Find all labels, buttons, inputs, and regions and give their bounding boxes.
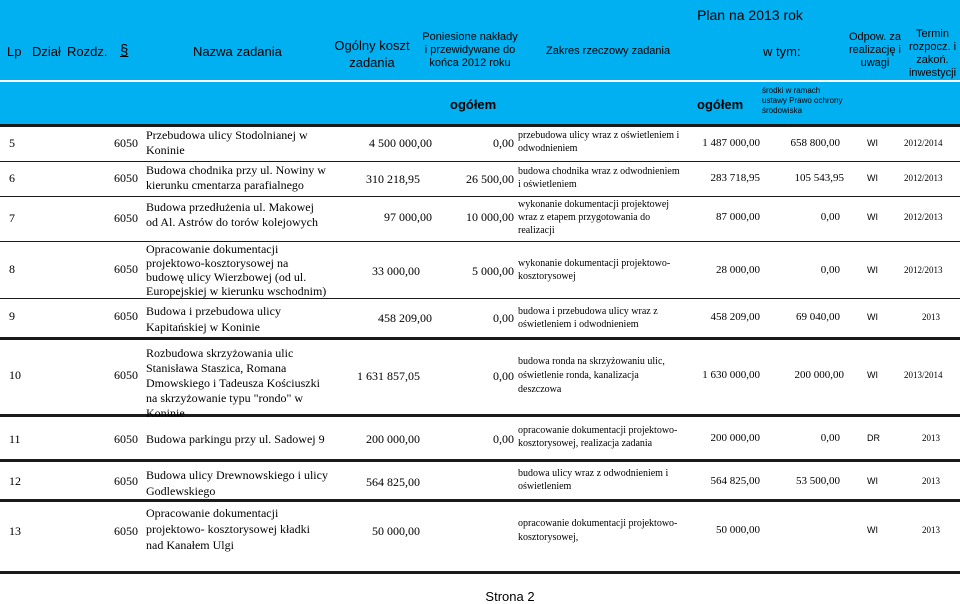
row-termin: 2013 xyxy=(922,312,940,322)
row-poniesione: 5 000,00 xyxy=(472,264,514,278)
row-odpow: DR xyxy=(867,433,880,443)
plan-year-title: Plan na 2013 rok xyxy=(697,7,803,23)
row-nazwa: Opracowanie dokumentacji projektowo- kosztorysowej kładki nad Kanałem Ulgi xyxy=(146,506,310,552)
row-lp: 8 xyxy=(9,262,15,276)
row-nazwa: Budowa parkingu przy ul. Sadowej 9 xyxy=(146,432,325,446)
row-odpow: WI xyxy=(867,370,878,380)
row-koszt: 310 218,95 xyxy=(366,172,420,186)
col-rozdz-header: Rozdz. xyxy=(67,44,108,59)
row-separator xyxy=(0,161,960,162)
row-zakres: budowa ronda na skrzyżowaniu ulic, oświetlenie ronda, kanalizacja deszczowa xyxy=(518,356,665,395)
col-nazwa-header: Nazwa zadania xyxy=(193,44,282,59)
row-lp: 10 xyxy=(9,368,21,382)
col-paragraph-header: § xyxy=(120,42,129,59)
row-ogolem: 200 000,00 xyxy=(710,432,760,444)
row-poniesione: 10 000,00 xyxy=(466,210,514,224)
row-termin: 2012/2014 xyxy=(904,138,943,148)
col-dzial-header: Dział xyxy=(32,44,61,59)
row-zakres: budowa ulicy wraz z odwodnieniem i oświetleniem xyxy=(518,468,669,492)
row-separator xyxy=(0,459,960,462)
row-separator xyxy=(0,196,960,197)
row-rozdz: 6050 xyxy=(114,474,138,488)
row-odpow: WI xyxy=(867,476,878,486)
row-rozdz: 6050 xyxy=(114,432,138,446)
row-lp: 12 xyxy=(9,474,21,488)
col-zakres-header: Zakres rzeczowy zadania xyxy=(546,45,671,57)
row-ogolem: 87 000,00 xyxy=(716,211,760,223)
row-srodki: 69 040,00 xyxy=(796,311,840,323)
row-poniesione: 0,00 xyxy=(493,311,514,325)
row-separator xyxy=(0,298,960,299)
row-nazwa: Opracowanie dokumentacji projektowo-kosztorysowej na budowę ulicy Wierzbowej (od ul. Europejskiej w kierunku wschodnim) xyxy=(146,242,327,298)
row-nazwa: Budowa ulicy Drewnowskiego i ulicy Godlewskiego xyxy=(146,468,328,498)
row-srodki: 200 000,00 xyxy=(794,369,844,381)
row-zakres: budowa chodnika wraz z odwodnieniem i oświetleniem xyxy=(518,166,680,190)
row-separator xyxy=(0,414,960,417)
row-ogolem: 28 000,00 xyxy=(716,264,760,276)
row-koszt: 458 209,00 xyxy=(378,311,432,325)
page-number: Strona 2 xyxy=(485,589,535,604)
row-termin: 2012/2013 xyxy=(904,265,943,275)
col-koszt-header: Ogólny koszt zadania xyxy=(334,38,410,70)
row-odpow: WI xyxy=(867,312,878,322)
row-srodki: 0,00 xyxy=(820,264,840,276)
row-koszt: 33 000,00 xyxy=(372,264,420,278)
row-odpow: WI xyxy=(867,265,878,275)
row-ogolem: 1 487 000,00 xyxy=(702,137,760,149)
row-koszt: 1 631 857,05 xyxy=(357,369,420,383)
row-srodki: 0,00 xyxy=(820,211,840,223)
row-termin: 2012/2013 xyxy=(904,173,943,183)
row-rozdz: 6050 xyxy=(114,368,138,382)
row-odpow: WI xyxy=(867,212,878,222)
row-rozdz: 6050 xyxy=(114,262,138,276)
row-rozdz: 6050 xyxy=(114,524,138,538)
col-termin-header: Termin rozpocz. i zakoń. inwestycji xyxy=(908,28,957,79)
row-poniesione: 26 500,00 xyxy=(466,172,514,186)
row-srodki: 0,00 xyxy=(820,432,840,444)
row-poniesione: 0,00 xyxy=(493,432,514,446)
row-lp: 13 xyxy=(9,524,21,538)
row-rozdz: 6050 xyxy=(114,136,138,150)
row-srodki: 658 800,00 xyxy=(790,137,840,149)
col-wtym-header: w tym: xyxy=(763,44,801,59)
row-zakres: przebudowa ulicy wraz z oświetleniem i odwodnieniem xyxy=(518,130,680,154)
row-nazwa: Przebudowa ulicy Stodolnianej w Koninie xyxy=(146,128,308,157)
row-termin: 2013 xyxy=(922,525,940,535)
row-koszt: 200 000,00 xyxy=(366,432,420,446)
row-ogolem: 1 630 000,00 xyxy=(702,369,760,381)
row-ogolem: 283 718,95 xyxy=(710,172,760,184)
row-ogolem: 458 209,00 xyxy=(710,311,760,323)
row-odpow: WI xyxy=(867,525,878,535)
row-koszt: 4 500 000,00 xyxy=(369,136,432,150)
row-poniesione: 0,00 xyxy=(493,136,514,150)
row-koszt: 564 825,00 xyxy=(366,475,420,489)
col-srodki-header: środki w ramach ustawy Prawo ochrony środowiska xyxy=(762,86,843,115)
row-lp: 5 xyxy=(9,136,15,150)
row-termin: 2013/2014 xyxy=(904,370,943,380)
row-ogolem: 564 825,00 xyxy=(710,475,760,487)
row-lp: 6 xyxy=(9,171,15,185)
row-rozdz: 6050 xyxy=(114,309,138,323)
row-ogolem: 50 000,00 xyxy=(716,524,760,536)
row-koszt: 97 000,00 xyxy=(384,210,432,224)
row-lp: 7 xyxy=(9,211,15,225)
col-lp-header: Lp xyxy=(7,44,22,59)
row-srodki: 53 500,00 xyxy=(796,475,840,487)
row-zakres: opracowanie dokumentacji projektowo-kosztorysowej, xyxy=(518,518,678,543)
row-separator xyxy=(0,241,960,242)
row-nazwa: Budowa chodnika przy ul. Nowiny w kierunku cmentarza parafialnego xyxy=(146,163,326,192)
row-separator xyxy=(0,571,960,574)
row-odpow: WI xyxy=(867,138,878,148)
row-lp: 11 xyxy=(9,432,21,446)
row-separator xyxy=(0,499,960,502)
row-separator xyxy=(0,337,960,340)
row-srodki: 105 543,95 xyxy=(794,172,844,184)
row-nazwa: Rozbudowa skrzyżowania ulic Stanisława Staszica, Romana Dmowskiego i Tadeusza Kościuszki na skrzyżowanie typu "rondo" w Koninie xyxy=(146,346,320,420)
row-poniesione: 0,00 xyxy=(493,369,514,383)
row-rozdz: 6050 xyxy=(114,211,138,225)
col-ogolem-header: ogółem xyxy=(450,97,497,112)
col-poniesione-header: Poniesione nakłady i przewidywane do końca 2012 roku xyxy=(422,31,518,69)
row-lp: 9 xyxy=(9,309,15,323)
row-odpow: WI xyxy=(867,173,878,183)
row-rozdz: 6050 xyxy=(114,171,138,185)
row-termin: 2013 xyxy=(922,476,940,486)
col-plan-ogolem-header: ogółem xyxy=(697,97,744,112)
row-nazwa: Budowa przedłużenia ul. Makowej od Al. Astrów do torów kolejowych xyxy=(146,200,318,229)
row-nazwa: Budowa i przebudowa ulicy Kapitańskiej w Koninie xyxy=(146,304,281,334)
row-separator xyxy=(0,124,960,127)
row-termin: 2013 xyxy=(922,433,940,443)
row-termin: 2012/2013 xyxy=(904,212,943,222)
row-zakres: wykonanie dokumentacji projektowo-kosztorysowej xyxy=(518,258,671,282)
row-zakres: budowa i przebudowa ulicy wraz z oświetleniem i odwodnieniem xyxy=(518,306,658,330)
row-zakres: wykonanie dokumentacji projektowej wraz z etapem przygotowania do realizacji xyxy=(518,199,670,236)
col-odpow-header: Odpow. za realizację i uwagi xyxy=(849,31,901,69)
row-koszt: 50 000,00 xyxy=(372,524,420,538)
row-zakres: opracowanie dokumentacji projektowo-kosztorysowej, realizacja zadania xyxy=(518,425,678,449)
